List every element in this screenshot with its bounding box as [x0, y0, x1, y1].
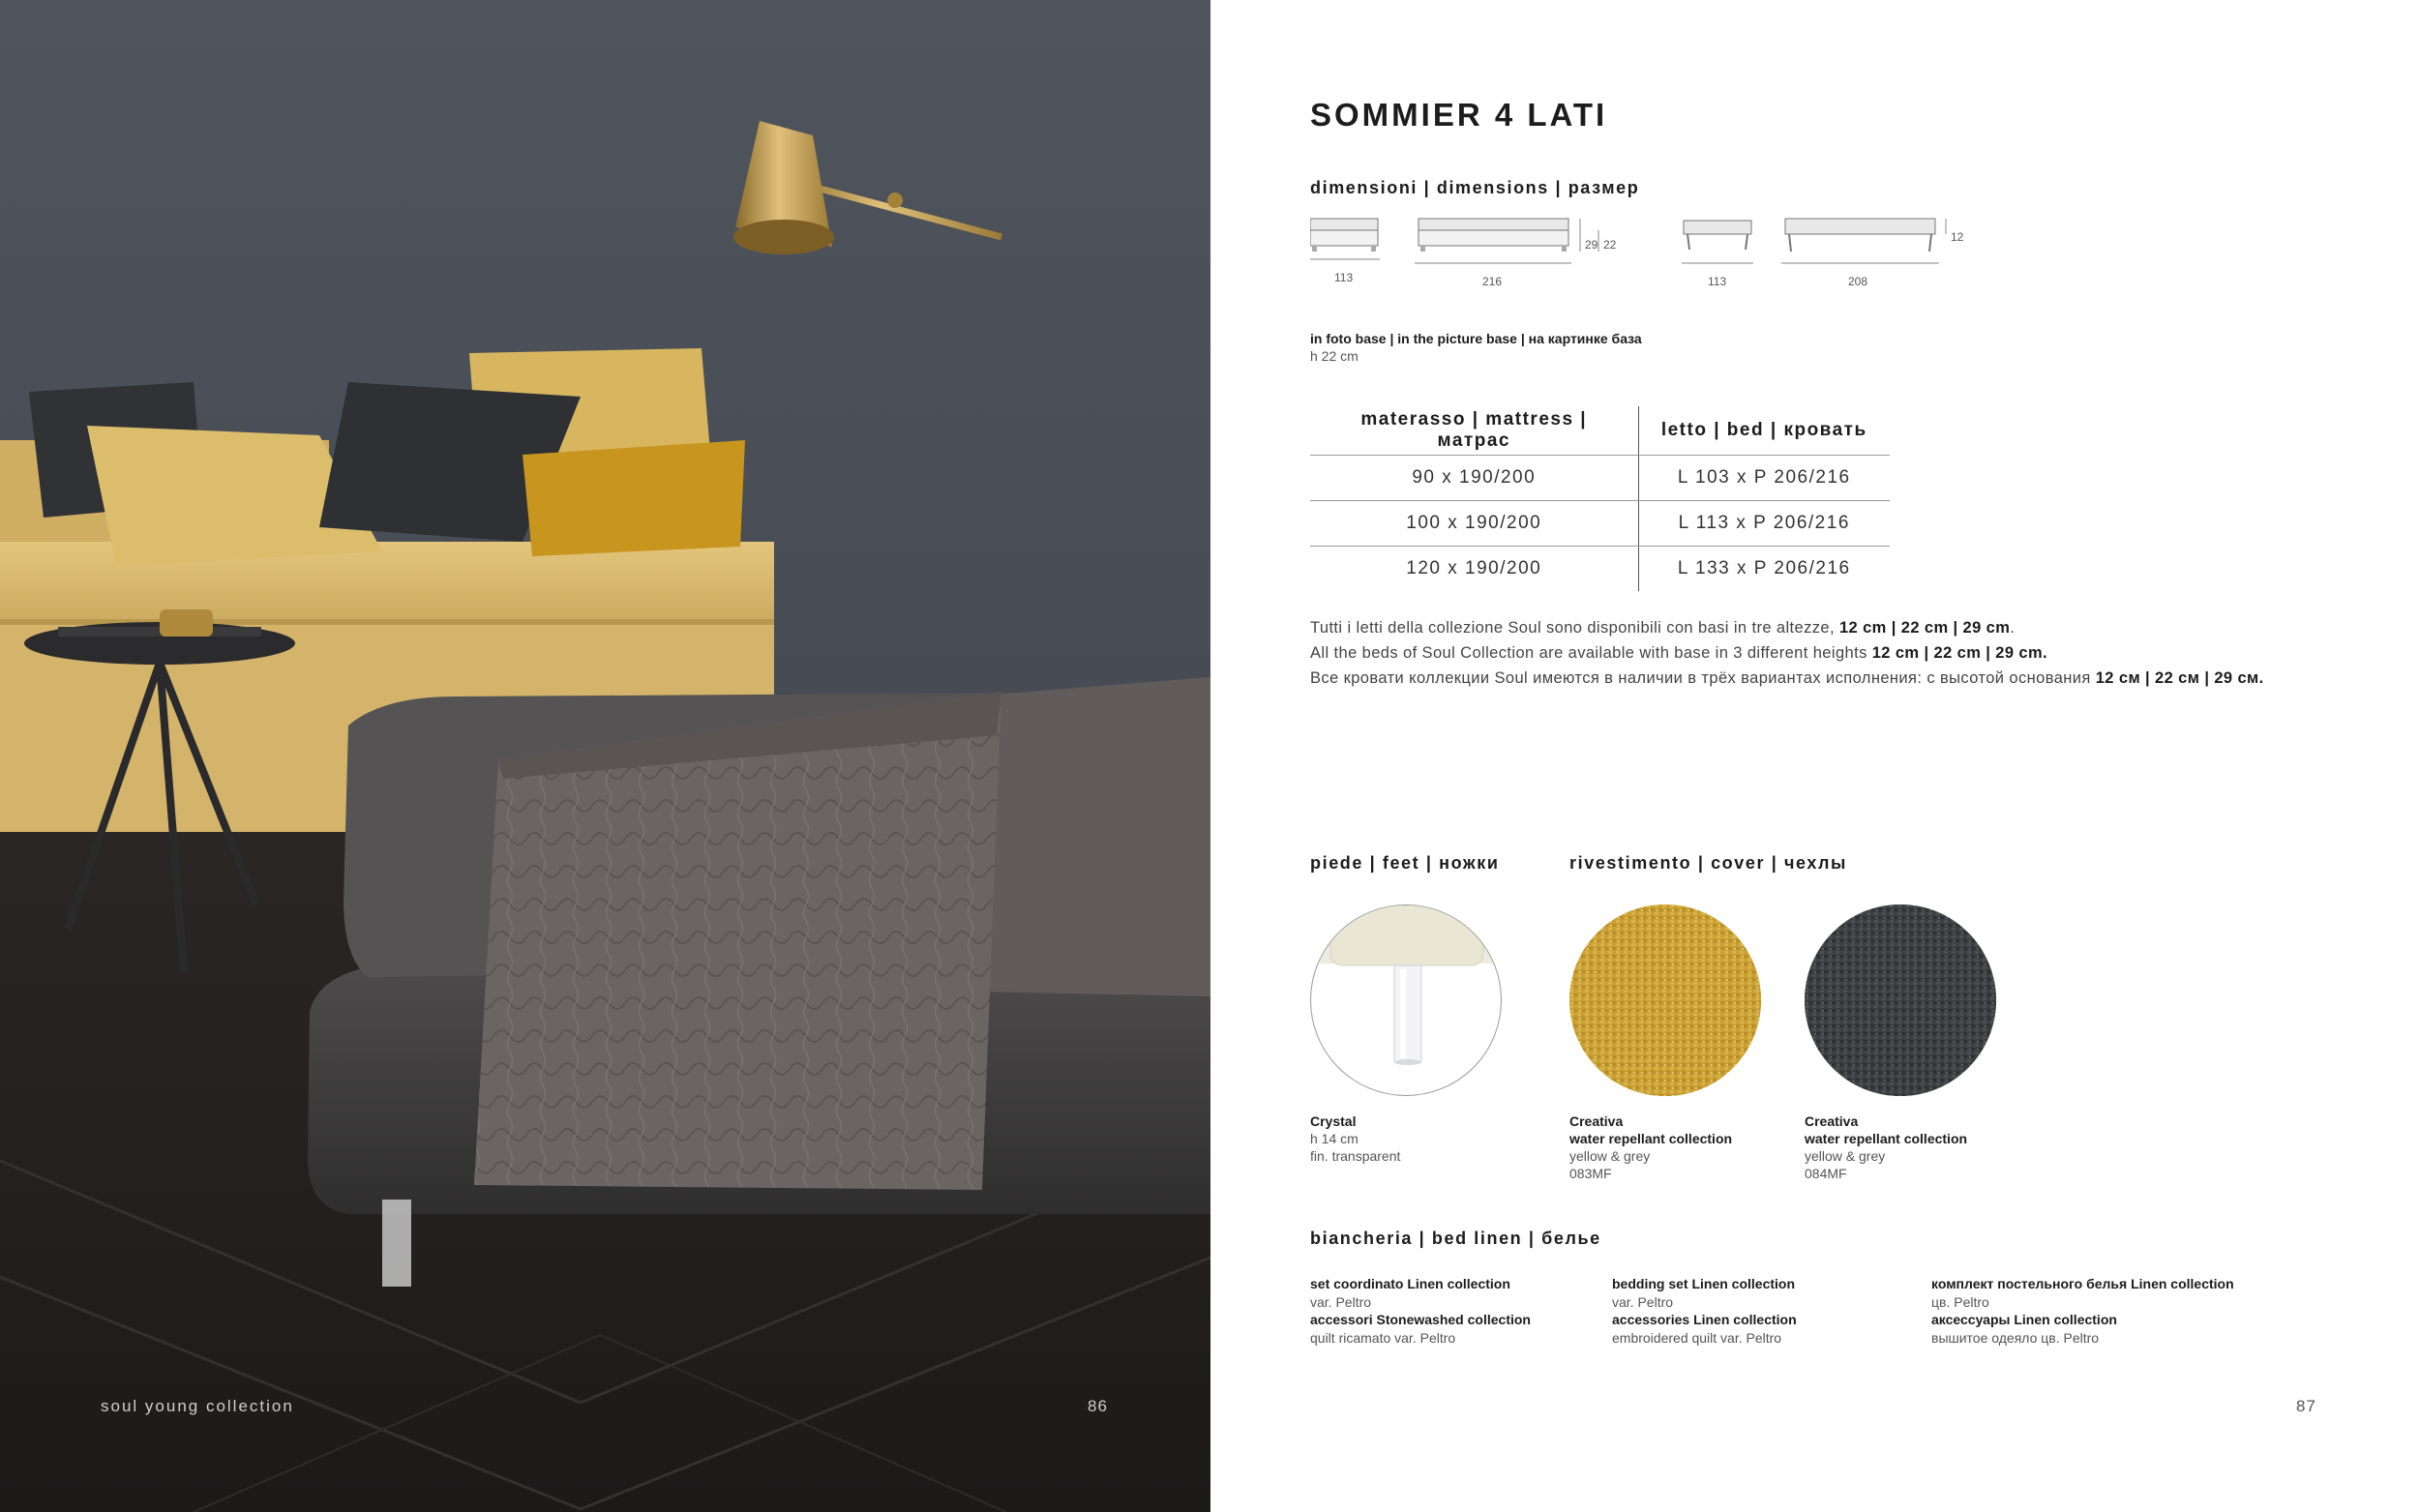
heights-text-italian: Tutti i letti della collezione Soul sono disponibili con basi in tre altezze, 12 cm | 22 cm | 29 cm.	[1310, 619, 2016, 637]
dim-height-b: 12	[1951, 230, 1964, 244]
bed-linen-heading: biancheria | bed linen | белье	[1310, 1229, 1601, 1248]
feet-finish: fin. transparent	[1310, 1148, 1401, 1164]
mattress-size: 120 x 190/200	[1310, 546, 1638, 591]
linen-set-name: set coordinato Linen collection	[1310, 1276, 1510, 1291]
product-title: SOMMIER 4 LATI	[1310, 97, 1608, 133]
size-table	[1310, 406, 1890, 591]
dimension-diagram	[1310, 213, 1987, 300]
linen-accessories-name: accessori Stonewashed collection	[1310, 1312, 1531, 1327]
linen-accessories-name: аксессуары Linen collection	[1931, 1312, 2117, 1327]
dimension-drawings	[1310, 213, 1987, 300]
linen-accessories-variant: embroidered quilt var. Peltro	[1612, 1329, 1782, 1346]
linen-set-variant: var. Peltro	[1612, 1293, 1674, 1310]
page-number-right: 87	[2296, 1397, 2316, 1415]
size-table-header	[1310, 406, 1890, 455]
feet-name: Crystal	[1310, 1113, 1357, 1129]
cover-label-grey	[1805, 1112, 1967, 1182]
page-number-left: 86	[1088, 1397, 1108, 1415]
heights-text-russian: Все кровати коллекции Soul имеются в наличии в трёх вариантах исполнения: с высотой основания 12 см | 22 см | 29 см.	[1310, 669, 2264, 687]
picture-base-label: in foto base | in the picture base | на картинке база	[1310, 331, 1642, 346]
dim-length-b: 208	[1848, 275, 1868, 288]
picture-base-value: h 22 cm	[1310, 348, 1359, 364]
base-heights-description	[1310, 615, 2374, 691]
linen-accessories-name: accessories Linen collection	[1612, 1312, 1797, 1327]
feet-swatch	[1310, 904, 1502, 1096]
dim-width-b: 113	[1708, 275, 1727, 288]
dim-length-a: 216	[1482, 275, 1503, 288]
cover-collection: water repellant collection	[1569, 1131, 1733, 1146]
linen-set-variant: var. Peltro	[1310, 1293, 1372, 1310]
cover-code: 084MF	[1805, 1166, 1847, 1181]
cover-color: yellow & grey	[1569, 1148, 1651, 1164]
table-row	[1310, 500, 1890, 546]
crystal-foot-image	[1311, 905, 1502, 1096]
table-row	[1310, 546, 1890, 591]
fabric-swatch-yellow	[1569, 904, 1761, 1096]
bed-linen-english	[1612, 1275, 1797, 1347]
cover-color: yellow & grey	[1805, 1148, 1886, 1164]
bed-column-header: letto | bed | кровать	[1638, 406, 1890, 455]
fabric-texture-grey	[1805, 904, 1996, 1096]
linen-set-name: комплект постельного белья Linen collection	[1931, 1276, 2234, 1291]
cover-name: Creativa	[1569, 1113, 1624, 1129]
table-row	[1310, 455, 1890, 500]
bed-size: L 113 x P 206/216	[1638, 500, 1890, 546]
bed-size: L 133 x P 206/216	[1677, 557, 1851, 578]
feet-height: h 14 cm	[1310, 1131, 1359, 1146]
linen-accessories-variant: вышитое одеяло цв. Peltro	[1931, 1329, 2100, 1346]
linen-set-name: bedding set Linen collection	[1612, 1276, 1796, 1291]
collection-name: soul young collection	[101, 1397, 294, 1415]
bed-linen-russian	[1931, 1275, 2234, 1347]
mattress-size: 90 x 190/200	[1310, 455, 1638, 500]
bed-size: L 103 x P 206/216	[1638, 455, 1890, 500]
feet-heading: piede | feet | ножки	[1310, 853, 1500, 873]
spec-page	[1210, 0, 2419, 1512]
cover-name: Creativa	[1805, 1113, 1859, 1129]
dim-width-a: 113	[1334, 271, 1354, 284]
dimensions-heading: dimensioni | dimensions | размер	[1310, 178, 1640, 197]
cover-label-yellow	[1569, 1112, 1732, 1182]
heights-text-english: All the beds of Soul Collection are available with base in 3 different heights 12 cm | 22 cm | 29 cm.	[1310, 644, 2048, 662]
dim-height-a-1: 29	[1585, 238, 1598, 252]
cover-heading: rivestimento | cover | чехлы	[1569, 853, 1847, 873]
fabric-texture-yellow	[1569, 904, 1761, 1096]
mattress-size: 100 x 190/200	[1310, 500, 1638, 546]
bed-linen-italian	[1310, 1275, 1531, 1347]
mattress-column-header: materasso | mattress | матрас	[1310, 406, 1638, 455]
fabric-swatch-grey	[1805, 904, 1996, 1096]
linen-accessories-variant: quilt ricamato var. Peltro	[1310, 1329, 1456, 1346]
dim-height-a-2: 22	[1603, 238, 1617, 252]
cover-collection: water repellant collection	[1805, 1131, 1968, 1146]
feet-label	[1310, 1112, 1400, 1165]
cover-code: 083MF	[1569, 1166, 1612, 1181]
linen-set-variant: цв. Peltro	[1931, 1293, 1989, 1310]
